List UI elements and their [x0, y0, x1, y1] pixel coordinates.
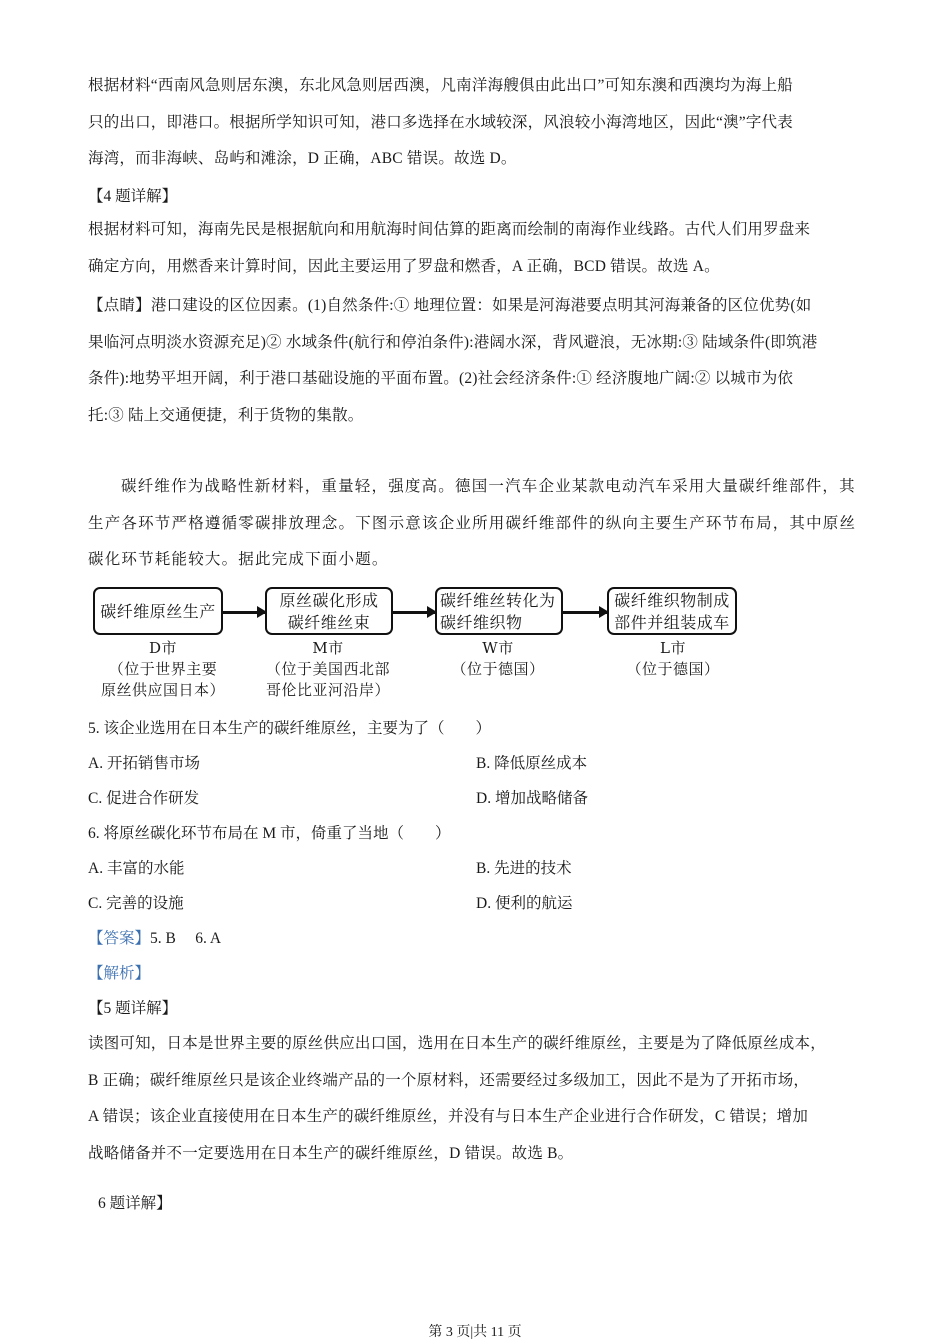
flow-step-caption-1 — [88, 638, 238, 701]
location-label: （位于世界主要 — [108, 660, 218, 678]
answer-value: 5. B 6. A — [150, 930, 222, 947]
location-label: 哥伦比亚河沿岸） — [265, 681, 390, 699]
city-label: W市 — [482, 639, 514, 657]
key-point-line: 托:③ 陆上交通便捷，利于货物的集散。 — [88, 406, 364, 424]
question-5-option-c[interactable]: C. 促进合作研发 — [88, 790, 200, 807]
flow-step-box-4 — [607, 587, 737, 635]
flow-step-box-2 — [265, 587, 393, 635]
key-point-line-first — [88, 288, 868, 325]
location-label: （位于德国） — [626, 660, 720, 678]
city-label: L市 — [660, 639, 686, 657]
question-5-option-d[interactable]: D. 增加战略储备 — [476, 790, 588, 807]
flow-step-text: 部件并组装成车 — [614, 613, 730, 632]
city-label: D市 — [148, 639, 178, 657]
q4-detail-line: 根据材料可知，海南先民是根据航向和用航海时间估算的距离而绘制的南海作业线路。古代人们用罗盘来 — [88, 221, 811, 238]
production-flow-diagram — [88, 582, 748, 702]
flow-step-text: 碳纤维丝束 — [287, 613, 371, 632]
q4-detail-line: 确定方向，用燃香来计算时间，因此主要运用了罗盘和燃香，A 正确，BCD 错误。故选 A。 — [88, 257, 720, 275]
flow-step-caption-4 — [603, 638, 743, 680]
q4-detail-heading: 【4 题详解】 — [88, 188, 178, 205]
city-label: M市 — [312, 639, 344, 657]
q3-explanation-line: 海湾，而非海峡、岛屿和滩涂，D 正确，ABC 错误。故选 D。 — [88, 150, 517, 167]
material-line: 碳纤维作为战略性新材料，重量轻，强度高。德国一汽车企业某款电动汽车采用大量碳纤维部件，其 — [121, 477, 856, 495]
arrow-right-icon — [393, 611, 435, 614]
material-stem — [88, 468, 868, 578]
answer-line — [88, 928, 221, 950]
q5-detail-line: 读图可知，日本是世界主要的原丝供应出口国，选用在日本生产的碳纤维原丝，主要是为了降低原丝成本， — [88, 1035, 826, 1052]
question-5-stem: 5. 该企业选用在日本生产的碳纤维原丝，主要为了（ ） — [88, 720, 492, 737]
answer-label: 【答案】 — [88, 930, 151, 947]
arrow-right-icon — [563, 611, 607, 614]
question-6-stem: 6. 将原丝碳化环节布局在 M 市，倚重了当地（ ） — [88, 825, 451, 842]
key-point-line: 条件):地势平坦开阔，利于港口基础设施的平面布置。(2)社会经济条件:① 经济腹地广阔:② 以城市为依 — [88, 370, 794, 387]
q6-detail-heading: 6 题详解】 — [98, 1195, 172, 1212]
q5-detail — [88, 1026, 868, 1172]
location-label: （位于德国） — [451, 660, 545, 678]
flow-step-box-1 — [93, 587, 223, 635]
q3-explanation-line: 只的出口，即港口。根据所学知识可知，港口多选择在水域较深，风浪较小海湾地区，因此“澳”字代表 — [88, 113, 793, 131]
material-line: 生产各环节严格遵循零碳排放理念。下图示意该企业所用碳纤维部件的纵向主要生产环节布局，其中原丝 — [88, 513, 857, 532]
arrow-right-icon — [223, 611, 265, 614]
q5-detail-line: 战略储备并不一定要选用在日本生产的碳纤维原丝，D 错误。故选 B。 — [88, 1144, 574, 1162]
question-5-option-b[interactable]: B. 降低原丝成本 — [476, 755, 588, 772]
question-6-option-b[interactable]: B. 先进的技术 — [476, 860, 572, 877]
location-label: （位于美国西北部 — [265, 660, 390, 678]
flow-step-text: 碳纤维原丝生产 — [100, 602, 216, 621]
flow-step-text: 原丝碳化形成 — [279, 591, 379, 610]
flow-step-text: 碳纤维丝转化为 — [440, 591, 556, 610]
q5-detail-line: B 正确；碳纤维原丝只是该企业终端产品的一个原材料，还需要经过多级加工，因此不是为了开拓市场， — [88, 1071, 810, 1089]
key-point-line: 果临河点明淡水资源充足)② 水域条件(航行和停泊条件):港阔水深，背风避浪，无冰期:③ 陆域条件(即筑港 — [88, 333, 818, 351]
analysis-label: 【解析】 — [88, 965, 151, 982]
location-label: 原丝供应国日本） — [100, 681, 225, 699]
flow-step-text: 碳纤维织物 — [440, 613, 523, 632]
flow-step-caption-2 — [253, 638, 403, 701]
question-5-option-a[interactable]: A. 开拓销售市场 — [88, 755, 200, 772]
question-6-option-a[interactable]: A. 丰富的水能 — [88, 860, 185, 877]
question-6-option-d[interactable]: D. 便利的航运 — [476, 895, 573, 912]
question-6-option-c[interactable]: C. 完善的设施 — [88, 895, 184, 912]
key-point-label: 【点睛】 — [88, 297, 151, 314]
page-footer: 第 3 页|共 11 页 — [428, 1325, 522, 1340]
key-point-text: 港口建设的区位因素。(1)自然条件:① 地理位置：如果是河海港要点明其河海兼备的区位优势(如 — [150, 297, 812, 314]
q3-explanation-line: 根据材料“西南风急则居东澳，东北风急则居西澳，凡南洋海艘俱由此出口”可知东澳和西澳均为海上船 — [88, 77, 793, 94]
q3-explanation — [88, 68, 868, 178]
flow-step-text: 碳纤维织物制成 — [614, 591, 730, 610]
key-point — [88, 288, 868, 434]
q4-detail — [88, 212, 868, 285]
flow-step-caption-3 — [428, 638, 568, 680]
q5-detail-line: A 错误；该企业直接使用在日本生产的碳纤维原丝，并没有与日本生产企业进行合作研发，C 错误；增加 — [88, 1108, 809, 1125]
material-line: 碳化环节耗能较大。据此完成下面小题。 — [88, 550, 389, 568]
flow-step-box-3 — [435, 587, 563, 635]
q5-detail-heading: 【5 题详解】 — [88, 1000, 178, 1017]
